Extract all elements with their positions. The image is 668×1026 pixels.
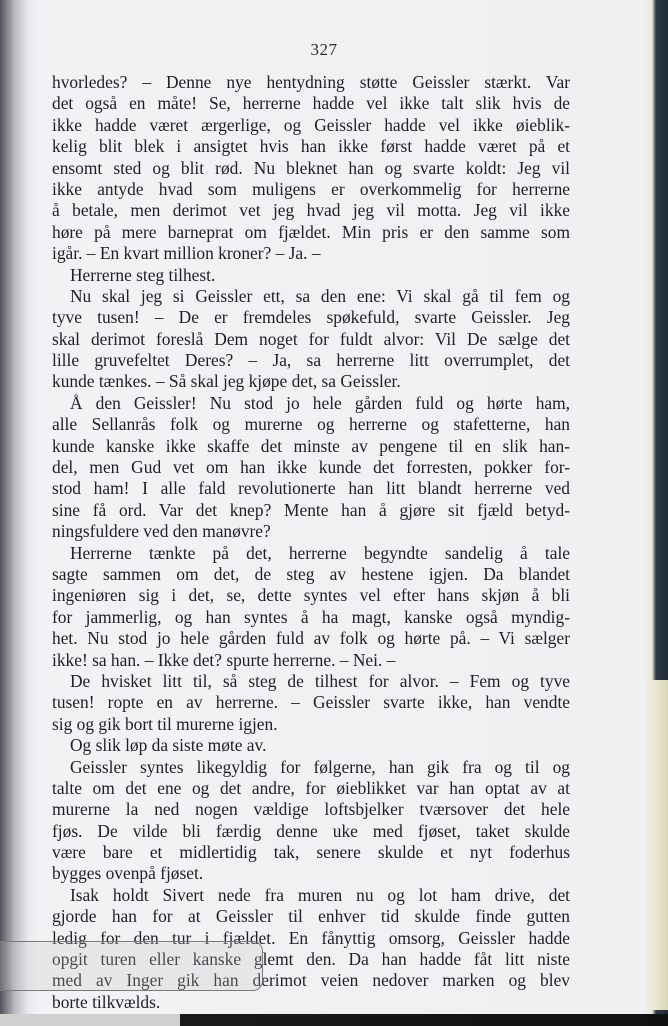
text-line: kunde kanske ikke skaffe det minste av pengene til en slik han-: [52, 435, 570, 456]
text-line: Herrerne tænkte på det, herrerne begyndte sandelig å tale: [70, 542, 570, 563]
text-line: stod ham! I alle fald revolutionerte han litt blandt herrerne ved: [52, 478, 570, 499]
text-line: ledig for den tur i fjældet. En fånyttig omsorg, Geissler hadde: [52, 927, 570, 948]
text-line: opgit turen eller kanske glemt den. Da han hadde fåt litt niste: [52, 949, 570, 970]
text-line: kelig blit blek i ansigtet hvis han ikke først hadde været på et: [52, 136, 570, 157]
text-line: kunde tænkes. – Så skal jeg kjøpe det, sa Geissler.: [52, 371, 401, 392]
text-line: Isak holdt Sivert nede fra muren nu og lot ham drive, det: [70, 884, 570, 905]
text-line: Å den Geissler! Nu stod jo hele gården fuld og hørte ham,: [70, 392, 570, 413]
text-line: lille gruvefeltet Deres? – Ja, sa herrerne litt overrumplet, det: [52, 350, 570, 371]
text-line: Herrerne steg tilhest.: [70, 264, 216, 285]
text-line: gjorde han for at Geissler til enhver tid skulde finde gutten: [52, 906, 570, 927]
text-line: fjøs. De vilde bli færdig denne uke med fjøset, taket skulde: [52, 820, 570, 841]
text-line: tusen! ropte en av herrerne. – Geissler svarte ikke, han vendte: [52, 692, 570, 713]
text-line: sig og gik bort til murerne igjen.: [52, 713, 278, 734]
body-text: [52, 72, 570, 1013]
book-edge-bottom: [0, 1014, 668, 1026]
text-line: ningsfuldere ved den manøvre?: [52, 521, 271, 542]
text-line: hvorledes? – Denne nye hentydning støtte Geissler stærkt. Var: [52, 72, 570, 92]
text-line: være bare et midlertidig tak, senere skulde et nyt foderhus: [52, 842, 570, 863]
page-number: 327: [310, 40, 338, 59]
text-line: med av Inger gik han derimot veien nedover marken og blev: [52, 970, 570, 991]
text-line: ikke! sa han. – Ikke det? spurte herrerne. – Nei. –: [52, 649, 396, 670]
text-line: for jammerlig, og han syntes å ha magt, kanske også myndig-: [52, 606, 570, 627]
text-line: borte tilkvælds.: [52, 991, 161, 1012]
text-line: ingeniøren sig i det, se, dette syntes vel efter hans skjøn å bli: [52, 585, 570, 606]
text-line: igår. – En kvart million kroner? – Ja. –: [52, 243, 321, 264]
text-line: het. Nu stod jo hele gården fuld av folk og hørte på. – Vi sælger: [52, 628, 570, 649]
text-line: tyve tusen! – De er fremdeles spøkefuld, svarte Geissler. Jeg: [52, 307, 570, 328]
text-line: skal derimot foreslå Dem noget for fuldt alvor: Vil De sælge det: [52, 328, 570, 349]
text-line: sine få ord. Var det knep? Mente han å gjøre sit fjæld betyd-: [52, 499, 570, 520]
text-line: ensomt sted og blit rød. Nu bleknet han og svarte koldt: Jeg vil: [52, 157, 570, 178]
text-line: det også en måte! Se, herrerne hadde vel ikke talt slik hvis de: [52, 93, 570, 114]
text-line: del, men Gud vet om han ikke kunde det forresten, pokker for-: [52, 457, 570, 478]
gutter-shadow: [0, 0, 40, 1026]
text-line: alle Sellanrås folk og murerne og herrerne og stafetterne, han: [52, 414, 570, 435]
text-line: talte om det ene og det andre, for øieblikket var han optat av at: [52, 777, 570, 798]
text-line: ikke hadde været ærgerlige, og Geissler hadde vel ikke øieblik-: [52, 114, 570, 135]
page-edge-lower-right: [646, 680, 668, 1010]
library-stamp-box: [0, 941, 263, 991]
text-line: murerne la ned nogen vældige loftsbjelker tværsover det hele: [52, 799, 570, 820]
text-line: De hvisket litt til, så steg de tilhest for alvor. – Fem og tyve: [70, 670, 570, 691]
text-line: Geissler syntes likegyldig for følgerne, han gik fra og til og: [70, 756, 570, 777]
text-line: Og slik løp da siste møte av.: [70, 735, 267, 756]
text-line: bygges ovenpå fjøset.: [52, 863, 204, 884]
text-line: Nu skal jeg si Geissler ett, sa den ene: Vi skal gå til fem og: [70, 285, 570, 306]
text-line: å betale, men derimot vet jeg hvad jeg vil motta. Jeg vil ikke: [52, 200, 570, 221]
text-line: sagte sammen om det, de steg av hestene igjen. Da blandet: [52, 563, 570, 584]
text-line: høre på mere barneprat om fjældet. Min pris er den samme som: [52, 221, 570, 242]
text-line: ikke antyde hvad som muligens er overkommelig for herrerne: [52, 178, 570, 199]
